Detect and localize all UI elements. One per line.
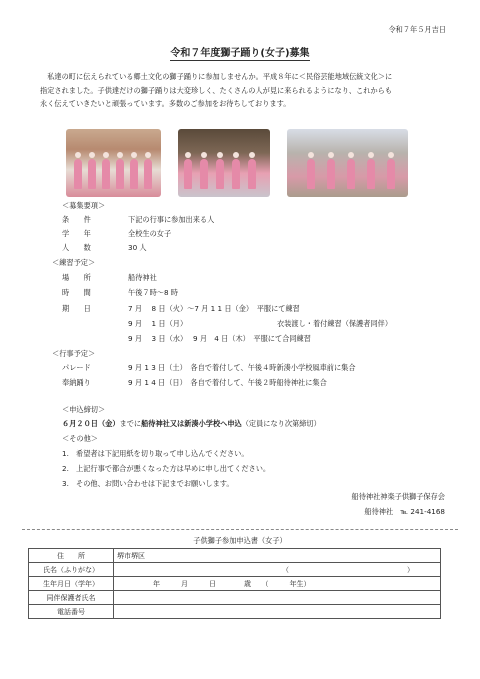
other-item: 2. 上記行事で都合が悪くなった方は早めに申し出てください。 (62, 464, 271, 473)
recruit-label: 人 数 (62, 243, 91, 252)
practice-place-label: 場 所 (62, 273, 91, 282)
address-label: 住 所 (29, 549, 114, 563)
cut-line (22, 529, 458, 530)
dancer-figure (184, 159, 192, 189)
deadline-place: 船待神社又は新湊小学校へ申込 (141, 419, 242, 428)
practice-header: ＜練習予定＞ (52, 258, 96, 267)
events-header: ＜行事予定＞ (52, 349, 96, 358)
paren-open: （ (282, 565, 289, 574)
recruit-header: ＜募集要項＞ (62, 201, 106, 210)
address-field[interactable] (114, 549, 441, 563)
recruit-label: 学 年 (62, 229, 91, 238)
deadline-date: ６月２０日（金） (62, 419, 120, 428)
page-title (0, 44, 480, 59)
other-item: 1. 希望者は下記用紙を切り取って申し込んでください。 (62, 449, 249, 458)
recruit-value: 下記の行事に参加出来る人 (128, 215, 215, 224)
dancer-figure (216, 159, 224, 189)
guardian-field[interactable] (114, 591, 441, 605)
practice-date-note: 衣装渡し・着付練習（保護者同伴） (277, 319, 393, 328)
birth-label: 生年月日（学年） (29, 577, 114, 591)
practice-date-line: 9 月 1 日（月） (128, 319, 188, 328)
name-label: 氏名（ふりがな） (29, 563, 114, 577)
event-label: パレード (62, 363, 91, 372)
deadline-header: ＜申込締切＞ (62, 405, 106, 414)
recruit-value: 30 人 (128, 243, 147, 252)
intro-line: 指定されました。子供達だけの獅子踊りは大変珍しく、たくさんの人が見に来られるようになり、これからも (40, 85, 393, 95)
event-value: 9 月 1 3 日（土） 各自で着付して、午後４時新湊小学校風車前に集合 (128, 363, 356, 372)
page-title-text: 令和７年度獅子踊り(女子)募集 (170, 48, 310, 59)
application-form (28, 548, 441, 619)
org-contact (364, 507, 445, 517)
form-row-birth (29, 577, 441, 591)
practice-time-label: 時 間 (62, 288, 91, 297)
dancer-figure (327, 159, 335, 189)
practice-time: 午後７時～8 時 (128, 288, 178, 297)
dancer-figure (387, 159, 395, 189)
org-tel: 241-4168 (410, 507, 445, 516)
intro-line: 私達の町に伝えられている郷土文化の獅子踊りに参加しませんか。平成８年に＜民俗芸能地域伝統文化＞に (40, 72, 393, 81)
dancer-figure (347, 159, 355, 189)
dancer-figure (248, 159, 256, 189)
practice-place: 船待神社 (128, 273, 157, 282)
parade-photo-3 (287, 129, 408, 197)
dancer-figure (367, 159, 375, 189)
event-value: 9 月 1 4 日（日） 各自で着付して、午後２時船待神社に集合 (128, 378, 327, 387)
phone-label: 電話番号 (29, 605, 114, 619)
name-field[interactable] (114, 563, 441, 577)
org-shrine: 船待神社 (364, 507, 394, 516)
org-name: 船待神社神楽子供獅子保存会 (351, 492, 445, 501)
issue-date: 令和７年５月吉日 (388, 25, 446, 34)
other-item: 3. その他、お問い合わせは下記までお願いします。 (62, 479, 234, 488)
form-row-phone (29, 605, 441, 619)
dancer-figure (130, 159, 138, 189)
intro-line: 永く伝えていきたいと頑張っています。多数のご参加をお待ちしております。 (40, 99, 291, 108)
intro-paragraph (40, 70, 455, 111)
address-value: 堺市堺区 (117, 551, 145, 560)
form-row-guardian (29, 591, 441, 605)
parade-photo-2 (178, 129, 270, 197)
phone-icon: ℡ (400, 507, 409, 516)
form-title: 子供獅子参加申込書（女子） (193, 536, 287, 545)
recruit-value: 全校生の女子 (128, 229, 172, 238)
other-header: ＜その他＞ (62, 434, 98, 443)
deadline-mid: までに (119, 419, 142, 428)
dancer-figure (200, 159, 208, 189)
birth-field[interactable] (114, 577, 441, 591)
birth-template: 年 月 日 歳 （ 年生） (153, 579, 311, 588)
deadline-tail: （定員になり次第締切） (241, 419, 321, 428)
practice-date-line: 7 月 8 日（火）～7 月 1 1 日（金） 平服にて練習 (128, 304, 300, 313)
dancer-figure (74, 159, 82, 189)
dancer-figure (232, 159, 240, 189)
paren-close: ） (407, 565, 414, 574)
phone-field[interactable] (114, 605, 441, 619)
deadline-text (62, 419, 321, 429)
dancer-figure (307, 159, 315, 189)
guardian-label: 同伴保護者氏名 (29, 591, 114, 605)
parade-photo-1 (66, 129, 161, 197)
practice-date-line: 9 月 3 日（水） 9 月 4 日（木） 平服にて合同練習 (128, 334, 311, 343)
dancer-figure (116, 159, 124, 189)
form-row-address (29, 549, 441, 563)
recruit-label: 条 件 (62, 215, 91, 224)
dancer-figure (144, 159, 152, 189)
practice-period-label: 期 日 (62, 304, 91, 313)
form-row-name (29, 563, 441, 577)
dancer-figure (102, 159, 110, 189)
event-label: 奉納踊り (62, 378, 91, 387)
dancer-figure (88, 159, 96, 189)
